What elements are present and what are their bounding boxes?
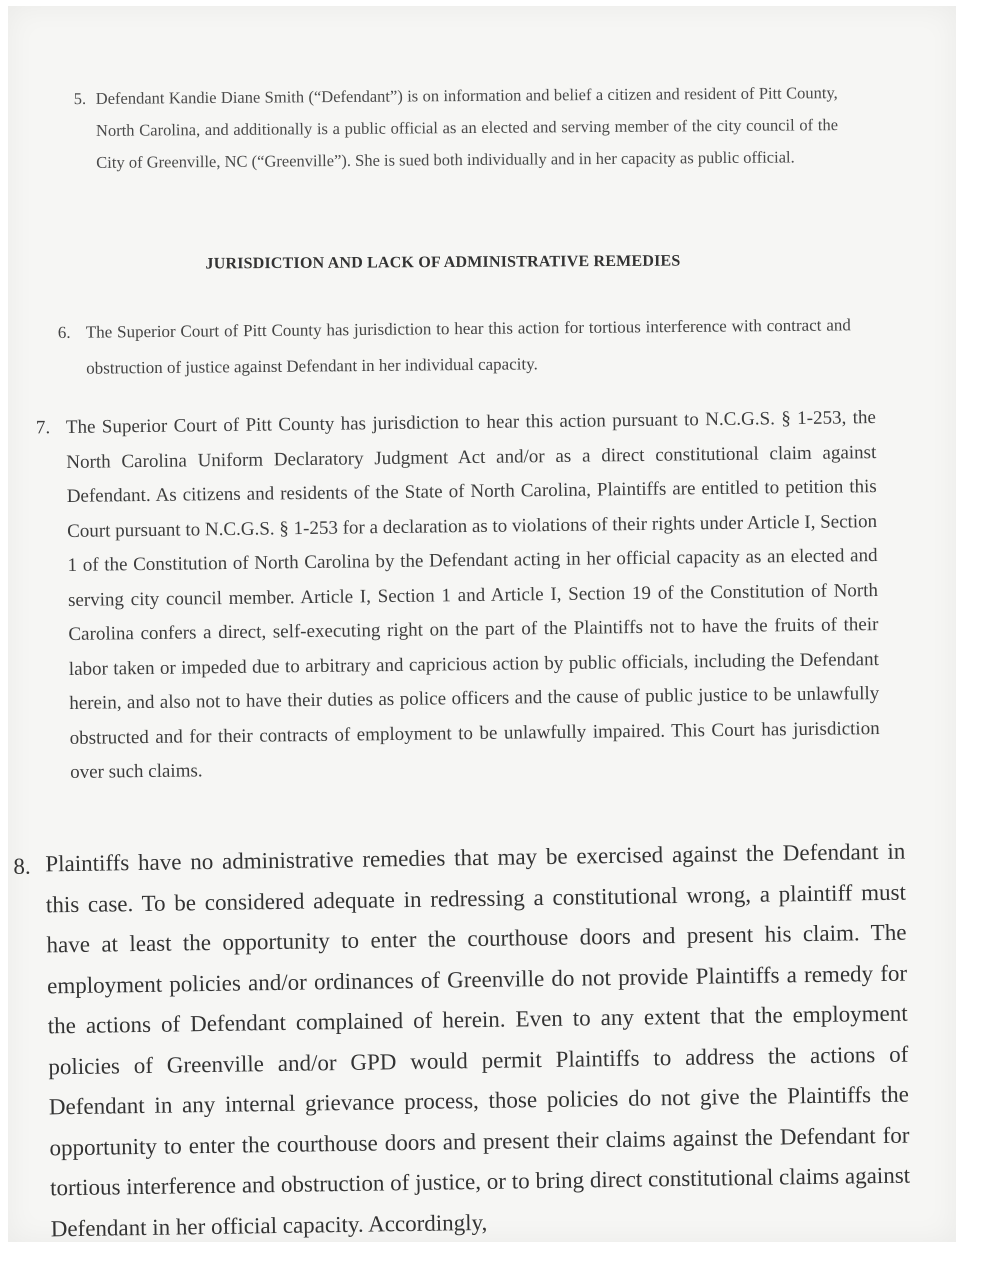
paragraph-text: The Superior Court of Pitt County has jurisdiction to hear this action pursuant to N.C.G.S. § 1-253, the North Carolina Uniform Declaratory Judgment Act and/or as a direct constitutional claim against Defendant. As citizens and residents of the State of North Carolina, Plaintiffs are entitled to petition this Court pursuant to N.C.G.S. § 1-253 for a declaration as to violations of their rights under Article I, Section 1 of the Constitution of North Carolina by the Defendant acting in her official capacity as an elected and serving city council member. Article I, Section 1 and Article I, Section 19 of the Constitution of North Carolina confers a direct, self-executing right on the part of the Plaintiffs not to have the fruits of their labor taken or impeded due to arbitrary and capricious action by public officials, including the Defendant herein, and also not to have their duties as police officers and the cause of public justice to be unlawfully obstructed and for their contracts of employment to be unlawfully impaired. This Court has jurisdiction over such claims. <box>65 407 880 783</box>
paragraph-5 <box>73 77 839 179</box>
document-page <box>8 6 956 1242</box>
paragraph-number: 8. <box>13 853 31 879</box>
paragraph-7 <box>35 401 881 790</box>
paragraph-number: 6. <box>57 322 71 342</box>
paragraph-text: Plaintiffs have no administrative remedies that may be exercised against the Defendant in this case. To be considered adequate in redressing a constitutional wrong, a plaintiff must have at least the opportunity to enter the courthouse doors and present his claim. The employment policies and/or ordinances of Greenville do not provide Plaintiffs a remedy for the actions of Defendant complained of herein. Even to any extent that the employment policies of Greenville and/or GPD would permit Plaintiffs to address the actions of Defendant in any internal grievance process, those policies do not give the Plaintiffs the opportunity to enter the courthouse doors and present their claims against the Defendant for tortious interference and obstruction of justice, or to bring direct constitutional claims against Defendant in her official capacity. Accordingly, <box>45 838 911 1241</box>
section-heading: JURISDICTION AND LACK OF ADMINISTRATIVE REMEDIES <box>205 252 681 273</box>
paragraph-6 <box>57 307 852 386</box>
paragraph-number: 5. <box>73 88 87 109</box>
paragraph-text: Defendant Kandie Diane Smith (“Defendant”) is on information and belief a citizen and resident of Pitt County, North Carolina, and additionally is a public official as an elected and serving member of the city council of the City of Greenville, NC (“Greenville”). She is sued both individually and in her capacity as public official. <box>95 83 839 172</box>
paragraph-number: 7. <box>35 417 51 439</box>
scan-margin <box>956 0 990 1280</box>
paragraph-8 <box>13 832 911 1242</box>
paragraph-text: The Superior Court of Pitt County has jurisdiction to hear this action for tortious interference with contract and obstruction of justice against Defendant in her individual capacity. <box>85 315 851 378</box>
